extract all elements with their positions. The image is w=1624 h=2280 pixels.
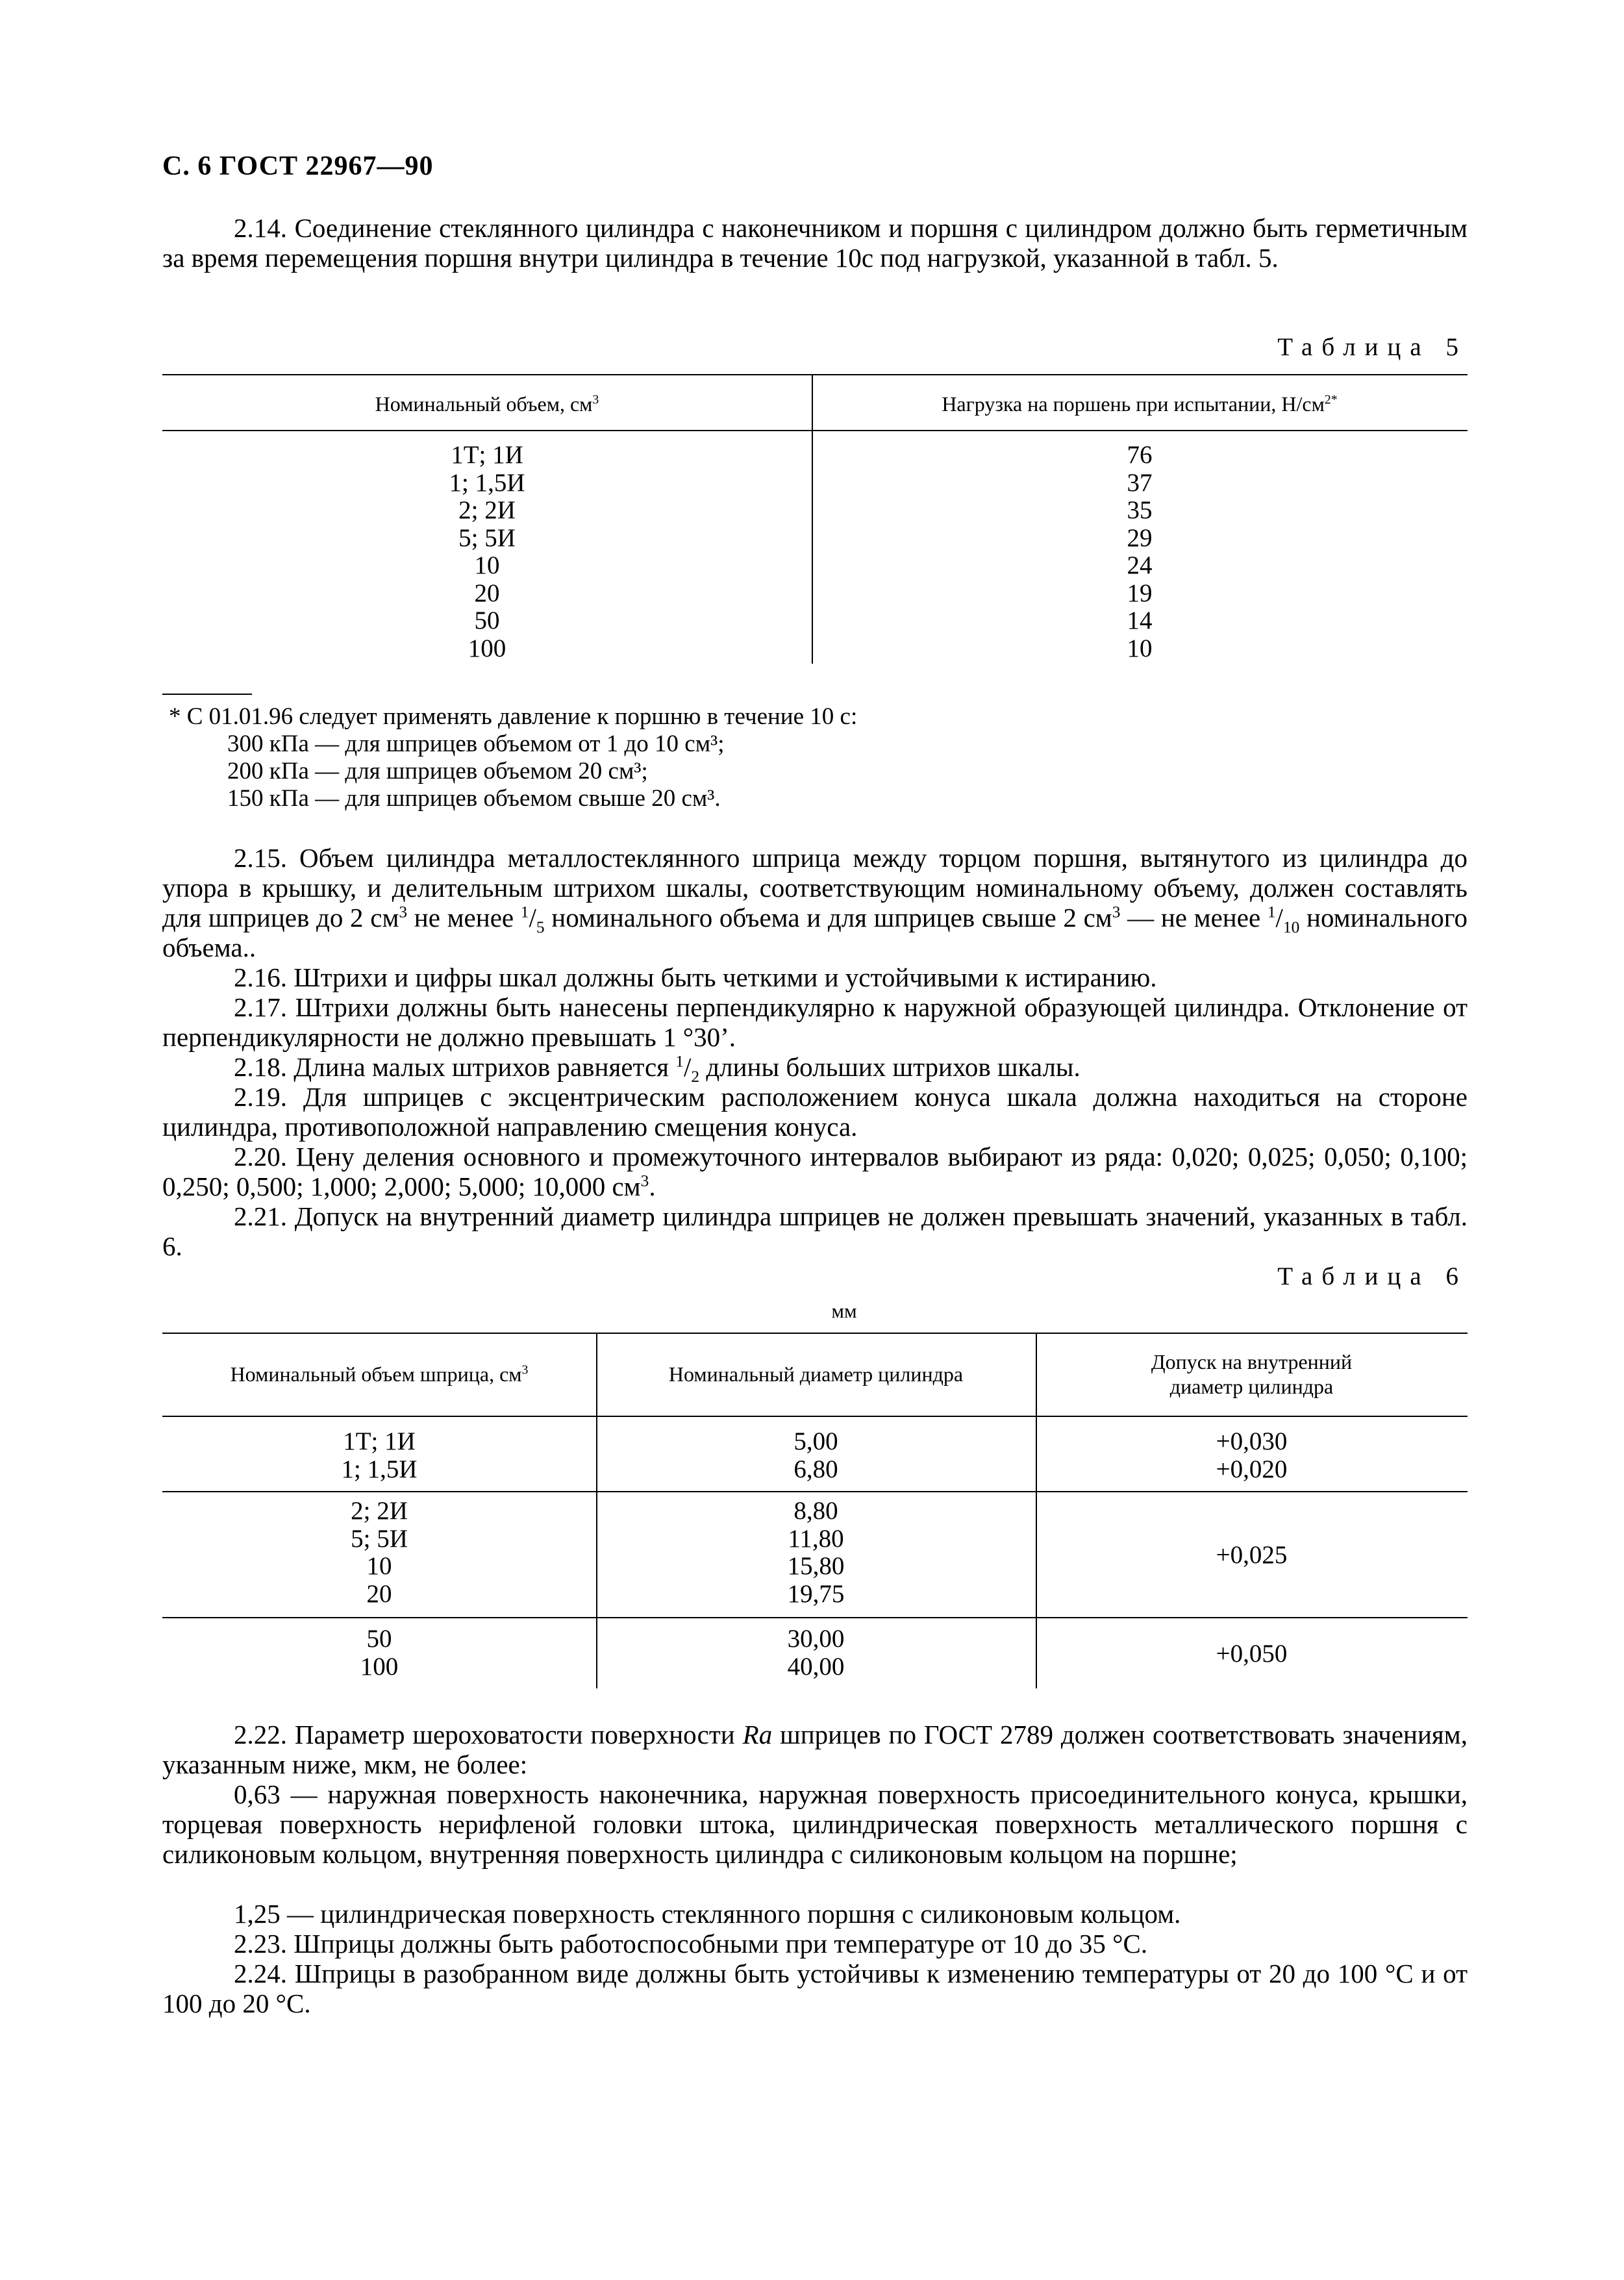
table-6-diameter-cell: 30,00 bbox=[787, 1625, 845, 1653]
table-6-group-1-diameters bbox=[596, 1428, 1036, 1483]
table-6-group-rule bbox=[162, 1617, 1468, 1618]
table-6-tolerance-cell: +0,020 bbox=[1216, 1455, 1288, 1483]
table-6-top-rule bbox=[162, 1333, 1468, 1334]
table-5-volume-cell: 1Т; 1И bbox=[451, 441, 523, 469]
table-6-group-3-tolerance: +0,050 bbox=[1216, 1640, 1288, 1668]
table-6-group-2-tolerance: +0,025 bbox=[1216, 1541, 1288, 1569]
table-6-tolerance-cell: +0,030 bbox=[1216, 1427, 1288, 1455]
table-5-volume-cell: 50 bbox=[474, 607, 500, 634]
table-5-top-rule bbox=[162, 374, 1468, 375]
table-5-load-cell: 24 bbox=[1127, 551, 1153, 579]
paragraph-2-20: 2.20. Цену деления основного и промежуточного интервалов выбирают из ряда: 0,020; 0,025; 0,050; 0,100; 0,250; 0,500; 1,000; 2,000; 5,000; 10,000 $см^3$. bbox=[162, 1142, 1468, 1201]
paragraph-2-22: 2.22. Параметр шероховатости поверхности Ra шприцев по ГОСТ 2789 должен соответствовать значениям, указанным ниже, мкм, не более: bbox=[162, 1720, 1468, 1779]
table-5-volume-cell: 1; 1,5И bbox=[449, 468, 525, 497]
table-5-loads bbox=[812, 442, 1468, 662]
table-6-group-3-diameters bbox=[596, 1625, 1036, 1681]
table-6-volume-cell: 2; 2И bbox=[351, 1497, 408, 1525]
table-5-load-cell: 10 bbox=[1127, 634, 1153, 662]
footnote-line-1: * С 01.01.96 следует применять давление к поршню в течение 10 с: bbox=[169, 703, 858, 730]
table-5-load-cell: 19 bbox=[1127, 579, 1153, 607]
table-5-col2-header: Нагрузка на поршень при испытании, $Н/см^{2*}$ bbox=[942, 392, 1338, 416]
table-6-diameter-cell: 5,00 bbox=[793, 1427, 838, 1455]
table-6-volume-cell: 1Т; 1И bbox=[343, 1427, 416, 1455]
table-5-volume-cell: 100 bbox=[468, 634, 506, 662]
document-page bbox=[162, 0, 1468, 2280]
table-5-volume-cell: 5; 5И bbox=[458, 523, 516, 552]
table-6-group-3-volumes bbox=[162, 1625, 596, 1681]
table-5-volume-cell: 2; 2И bbox=[458, 496, 516, 524]
table-6-unit: мм bbox=[831, 1299, 857, 1322]
table-6-header-rule bbox=[162, 1416, 1468, 1417]
paragraph-2-24: 2.24. Шприцы в разобранном виде должны быть устойчивы к изменению температуры от 20 до 100 °С и от 100 до 20 °С. bbox=[162, 1959, 1468, 2018]
table-5-load-cell: 35 bbox=[1127, 496, 1153, 524]
page-header: С. 6 ГОСТ 22967—90 bbox=[162, 151, 434, 181]
table-6-diameter-cell: 8,80 bbox=[793, 1497, 838, 1525]
table-5-load-cell: 76 bbox=[1127, 441, 1153, 469]
table-6-col1-header: Номинальный объем шприца, $см^3$ bbox=[230, 1362, 529, 1386]
table-5-volumes bbox=[162, 442, 812, 662]
table-6-diameter-cell: 15,80 bbox=[787, 1552, 845, 1580]
table-6-group-rule bbox=[162, 1491, 1468, 1492]
table-6-col2-header: Номинальный диаметр цилиндра bbox=[668, 1362, 964, 1386]
paragraph-roughness-1-25: 1,25 — цилиндрическая поверхность стеклянного поршня с силиконовым кольцом. bbox=[234, 1899, 1181, 1929]
paragraph-2-23: 2.23. Шприцы должны быть работоспособными при температуре от 10 до 35 °С. bbox=[234, 1929, 1148, 1959]
paragraph-roughness-0-63: 0,63 — наружная поверхность наконечника, наружная поверхность присоединительного конуса, крышки, торцевая поверхность нерифленой головки штока, цилиндрическая поверхность металлического поршня с силиконовым кольцом, внутренняя поверхность цилиндра с силиконовым кольцом на поршне; bbox=[162, 1779, 1468, 1869]
table-5-volume-cell: 20 bbox=[474, 579, 500, 607]
paragraph-2-14: 2.14. Соединение стеклянного цилиндра с наконечником и поршня с цилиндром должно быть герметичным за время перемещения поршня внутри цилиндра в течение 10с под нагрузкой, указанной в табл. 5. bbox=[162, 213, 1468, 273]
paragraph-2-21: 2.21. Допуск на внутренний диаметр цилиндра шприцев не должен превышать значений, указанных в табл. 6. bbox=[162, 1201, 1468, 1261]
paragraph-2-18: 2.18. Длина малых штрихов равняется $^1/_2$ длины больших штрихов шкалы. bbox=[234, 1052, 1081, 1086]
table-6-col3-header: Допуск на внутренний диаметр цилиндра bbox=[1151, 1350, 1353, 1398]
table-5-volume-cell: 10 bbox=[474, 551, 500, 579]
table-6-title: Таблица 6 bbox=[1277, 1262, 1468, 1290]
table-6-volume-cell: 1; 1,5И bbox=[341, 1455, 418, 1483]
table-6-volume-cell: 100 bbox=[360, 1652, 399, 1681]
table-6-diameter-cell: 19,75 bbox=[787, 1579, 845, 1608]
table-6-group-2-diameters bbox=[596, 1497, 1036, 1608]
table-5-load-cell: 14 bbox=[1127, 607, 1153, 634]
footnote-line-4: 150 кПа — для шприцев объемом свыше 20 см³. bbox=[227, 785, 721, 812]
paragraph-2-17: 2.17. Штрихи должны быть нанесены перпендикулярно к наружной образующей цилиндра. Отклонение от перпендикулярности не должно превышать 1 °30’. bbox=[162, 992, 1468, 1052]
paragraph-2-15: 2.15. Объем цилиндра металлостеклянного шприца между торцом поршня, вытянутого из цилиндра до упора в крышку, и делительным штрихом шкалы, соответствующим номинальному объему, должен составлять для шприцев до 2 $см^3$ не менее $^1/_5$ номинального объема и для шприцев свыше 2 $см^3$ — не менее $^1/_{10}$ номинального объема.. bbox=[162, 843, 1468, 962]
table-6-volume-cell: 10 bbox=[366, 1552, 392, 1580]
table-6-diameter-cell: 11,80 bbox=[788, 1524, 844, 1553]
table-5-load-cell: 37 bbox=[1127, 468, 1153, 497]
footnote-line-3: 200 кПа — для шприцев объемом 20 см³; bbox=[227, 758, 648, 784]
table-6-volume-cell: 20 bbox=[366, 1579, 392, 1608]
footnote-rule bbox=[162, 694, 252, 695]
table-6-group-1-volumes bbox=[162, 1428, 596, 1483]
table-6-volume-cell: 5; 5И bbox=[351, 1524, 408, 1553]
table-6-group-2-volumes bbox=[162, 1497, 596, 1608]
footnote-line-2: 300 кПа — для шприцев объемом от 1 до 10 см³; bbox=[227, 731, 725, 757]
table-6-diameter-cell: 40,00 bbox=[787, 1652, 845, 1681]
paragraph-2-19: 2.19. Для шприцев с эксцентрическим расположением конуса шкала должна находиться на стороне цилиндра, противоположной направлению смещения конуса. bbox=[162, 1082, 1468, 1142]
table-6-volume-cell: 50 bbox=[366, 1625, 392, 1653]
paragraph-2-16: 2.16. Штрихи и цифры шкал должны быть четкими и устойчивыми к истиранию. bbox=[234, 962, 1157, 992]
table-6-group-1-tolerances bbox=[1036, 1428, 1468, 1483]
table-5-load-cell: 29 bbox=[1127, 523, 1153, 552]
table-5-title: Таблица 5 bbox=[1277, 333, 1468, 361]
table-5-header-rule bbox=[162, 430, 1468, 431]
table-6-diameter-cell: 6,80 bbox=[793, 1455, 838, 1483]
table-5-col1-header: Номинальный объем, $см^3$ bbox=[375, 392, 599, 416]
